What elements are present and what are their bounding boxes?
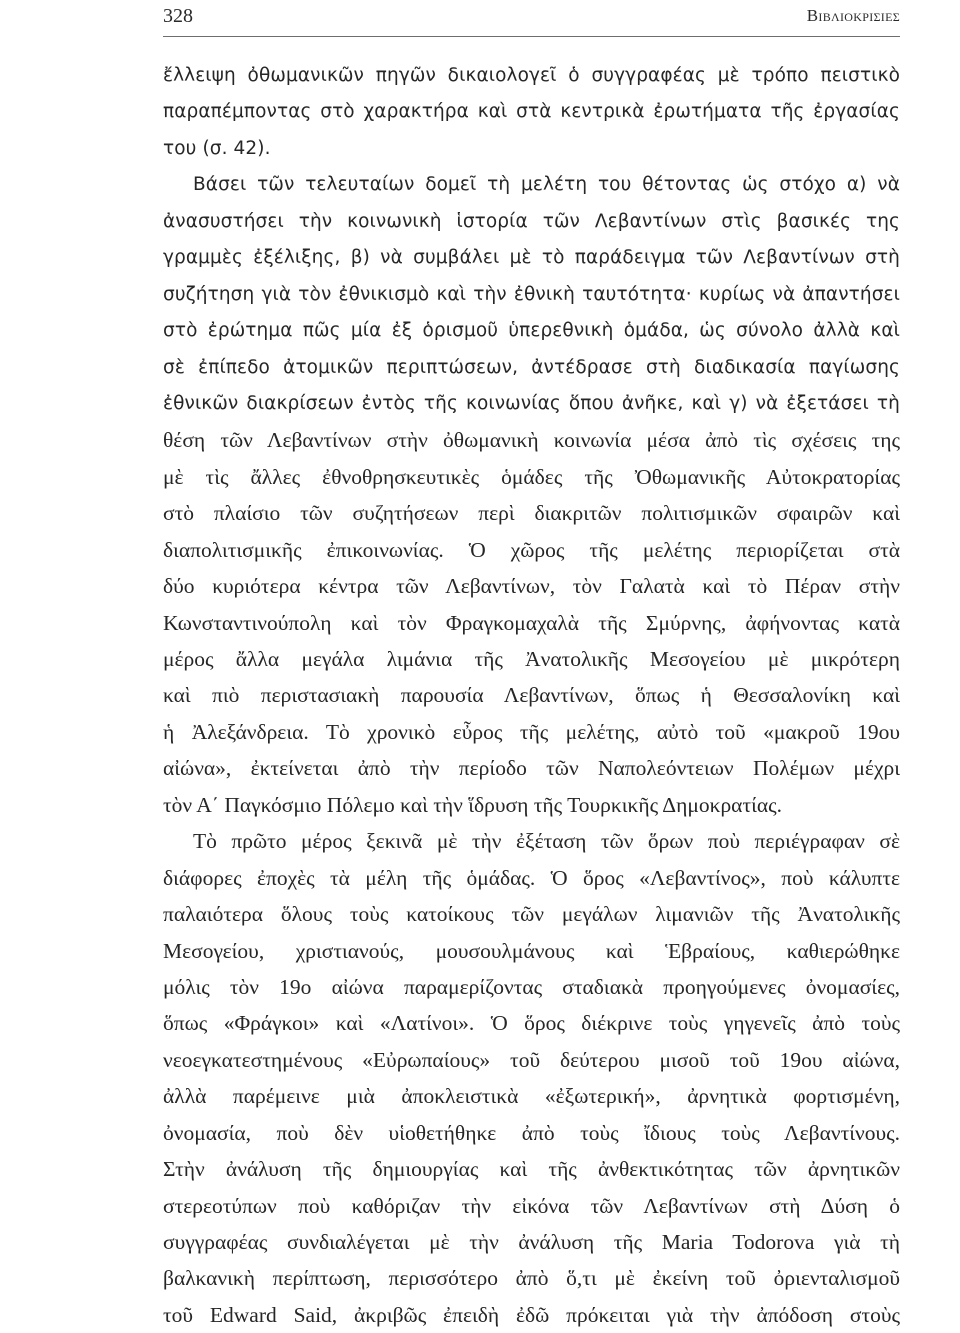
running-head: Βιβλιοκρισιες [806, 6, 900, 25]
text-line: μέρος ἄλλα μεγάλα λιμάνια τῆς Ἀνατολικῆς Μεσογείου μὲ μικρότερη [163, 647, 900, 671]
text-line: Μεσογείου, χριστιανούς, μουσουλμάνους καὶ Ἑβραίους, καθιερώθηκε [163, 938, 900, 963]
text-line: αἰώνα», ἐκτείνεται ἀπὸ τὴν περίοδο τῶν Ναπολεόντειων Πολέμων μέχρι [163, 756, 900, 781]
text-line: σὲ ἐπίπεδο ἀτομικῶν περιπτώσεων, ἀντέδρασε στὴ διαδικασία παγίωσης [163, 356, 900, 378]
text-line: ἔλλειψη ὀθωμανικῶν πηγῶν δικαιολογεῖ ὁ συγγραφέας μὲ τρόπο πειστικὸ [163, 65, 900, 86]
text-line: διαπολιτισμικῆς ἐπικοινωνίας. Ὁ χῶρος τῆς μελέτης περιορίζεται στὰ [163, 537, 900, 562]
text-line: συζήτηση γιὰ τὸν ἐθνικισμὸ καὶ τὴν ἐθνικὴ ταυτότητα· κυρίως νὰ ἀπαντήσει [163, 283, 900, 305]
text-line: μόλις τὸν 19ο αἰώνα παραμερίζοντας σταδιακὰ προηγούμενες ὀνομασίες, [163, 974, 900, 999]
text-line: ἡ Ἀλεξάνδρεια. Τὸ χρονικὸ εὖρος τῆς μελέτης, αὐτὸ τοῦ «μακροῦ 19ου [163, 719, 900, 744]
text-line: μὲ τὶς ἄλλες ἐθνοθρησκευτικὲς ὁμάδες τῆς Ὀθωμανικῆς Αὐτοκρατορίας [163, 464, 900, 489]
text-line: ἀλλὰ παρέμεινε μιὰ ἀποκλειστικὰ «ἐξωτερική», ἀρνητικὰ φορτισμένη, [163, 1084, 900, 1109]
text-line: ὅπως «Φράγκοι» καὶ «Λατίνοι». Ὁ ὅρος διέκρινε τοὺς γηγενεῖς ἀπὸ τοὺς [163, 1011, 900, 1036]
text-line: ἀνασυστήσει τὴν κοινωνικὴ ἱστορία τῶν Λεβαντίνων στὶς βασικές της [163, 210, 900, 232]
text-line: νεοεγκατεστημένους «Εὐρωπαίους» τοῦ δεύτερου μισοῦ τοῦ 19ου αἰώνα, [163, 1047, 900, 1072]
text-line: Στὴν ἀνάλυση τῆς δημιουργίας καὶ τῆς ἀνθεκτικότητας τῶν ἀρνητικῶν [163, 1157, 900, 1182]
text-line: θέση τῶν Λεβαντίνων στὴν ὀθωμανικὴ κοινωνία μέσα ἀπὸ τὶς σχέσεις της [163, 428, 900, 453]
text-line: στερεοτύπων ποὺ καθόριζαν τὴν εἰκόνα τῶν Λεβαντίνων στὴ Δύση ὁ [163, 1193, 900, 1218]
text-line: παλαιότερα ὅλους τοὺς κατοίκους τῶν μεγάλων λιμανιῶν τῆς Ἀνατολικῆς [163, 902, 900, 927]
text-line: καὶ πιὸ περιστασιακὴ παρουσία Λεβαντίνων, ὅπως ἡ Θεσσαλονίκη καὶ [163, 683, 900, 708]
text-line: δύο κυριότερα κέντρα τῶν Λεβαντίνων, τὸν Γαλατὰ καὶ τὸ Πέραν στὴν [163, 574, 900, 599]
text-line: Βάσει τῶν τελευταίων δομεῖ τὴ μελέτη του θέτοντας ὡς στόχο α) νὰ [193, 174, 900, 196]
text-line: στὸ πλαίσιο τῶν συζητήσεων περὶ διακριτῶν πολιτισμικῶν σφαιρῶν καὶ [163, 501, 900, 526]
body-text [163, 58, 900, 1333]
text-line: ἐθνικῶν διακρίσεων ἐντὸς τῆς κοινωνίας ὅπου ἀνῆκε, καὶ γ) νὰ ἐξετάσει τὴ [163, 392, 900, 414]
text-line: Κωνσταντινούπολη καὶ τὸν Φραγκομαχαλὰ τῆς Σμύρνης, ἀφήνοντας κατὰ [163, 610, 900, 635]
text-line: διάφορες ἐποχὲς τὰ μέλη τῆς ὁμάδας. Ὁ ὅρος «Λεβαντίνος», ποὺ κάλυπτε [163, 865, 900, 890]
page-number: 328 [163, 5, 193, 27]
text-line: τὸν Α΄ Παγκόσμιο Πόλεμο καὶ τὴν ἵδρυση τῆς Τουρκικῆς Δημοκρατίας. [163, 792, 783, 817]
text-line: ὀνομασία, ποὺ δὲν υἱοθετήθηκε ἀπὸ τοὺς ἴδιους τοὺς Λεβαντίνους. [163, 1120, 900, 1145]
text-line: παραπέμποντας στὸ χαρακτήρα καὶ στὰ κεντρικὰ ἐρωτήματα τῆς ἐργασίας [163, 101, 900, 123]
text-line: Τὸ πρῶτο μέρος ξεκινᾶ μὲ τὴν ἐξέταση τῶν ὅρων ποὺ περιέγραφαν σὲ [193, 829, 900, 854]
text-line: στὸ ἐρώτημα πῶς μία ἐξ ὁρισμοῦ ὑπερεθνικὴ ὁμάδα, ὡς σύνολο ἀλλὰ καὶ [163, 320, 900, 342]
page-header [163, 0, 900, 37]
text-line: συγγραφέας συνδιαλέγεται μὲ τὴν ἀνάλυση τῆς Maria Todorova γιὰ τὴ [163, 1230, 900, 1254]
text-line: γραμμὲς ἐξέλιξης, β) νὰ συμβάλει μὲ τὸ παράδειγμα τῶν Λεβαντίνων στὴ [163, 247, 900, 269]
text-line: βαλκανικὴ περίπτωση, περισσότερο ἀπὸ ὅ,τι μὲ ἐκείνη τοῦ ὀριενταλισμοῦ [163, 1266, 900, 1291]
text-line: του (σ. 42). [163, 137, 271, 159]
text-line: τοῦ Edward Said, ἀκριβῶς ἐπειδὴ ἐδῶ πρόκειται γιὰ τὴν ἀπόδοση στοὺς [163, 1302, 900, 1327]
